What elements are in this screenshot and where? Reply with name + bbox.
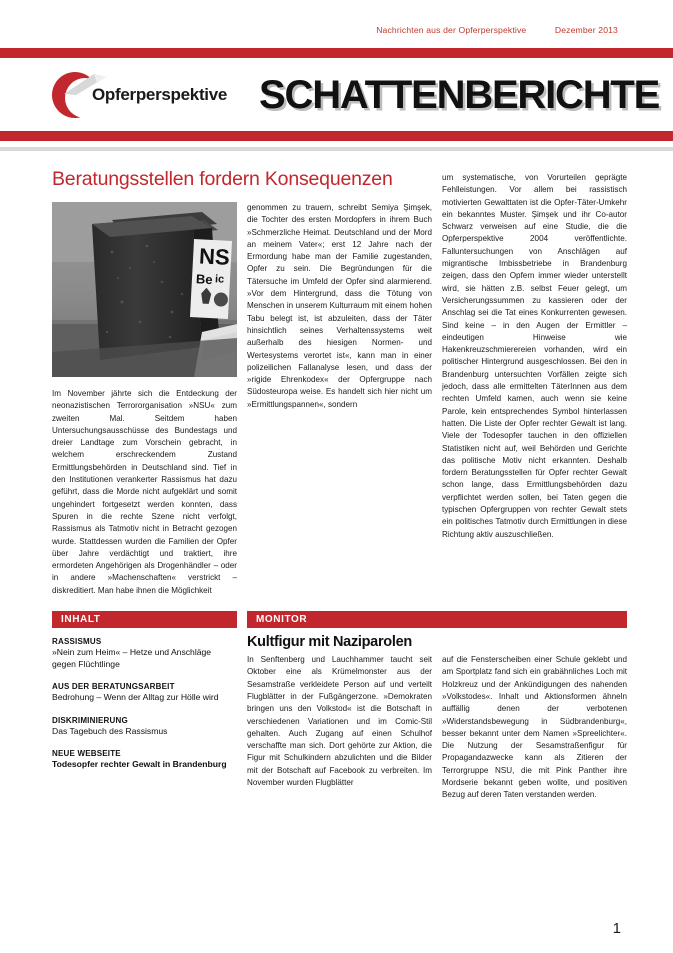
masthead-band (0, 58, 673, 131)
lead-headline: Beratungsstellen fordern Konsequenzen (52, 168, 393, 190)
page-number: 1 (612, 920, 621, 937)
inhalt-item-title: »Nein zum Heim« – Hetze und Anschläge gegen Flüchtlinge (52, 647, 212, 669)
monitor-paragraph-2: auf die Fensterscheiben einer Schule geklebt und am Sportplatz fand sich ein grabähnliches Loch mit Holzkreuz und der Ankündigungen des nahenden »Volkstodes«. Inhalt und Aktionsformen ähneln auffällig denen der verbotenen »Widerstandsbewegung in Südbrandenburg«, besser bekannt unter dem Namen »Spreelichter«. Die Nutzung der Sesamstraßenfigur für Propagandazwecke kann als Zitieren der Terrorgruppe NSU, die mit Pink Panther ihre Mordserie bekannt geben wollte, und positiven Bezug auf deren Taten verstanden werden. (442, 655, 627, 800)
lead-column-3 (442, 172, 627, 541)
bottom-sections (52, 611, 627, 802)
logo-wordmark: Opferperspektive (92, 84, 228, 104)
monitor-body-col-1 (247, 654, 432, 789)
inhalt-list (52, 637, 237, 771)
inhalt-band: INHALT (52, 611, 237, 628)
inhalt-item-title: Das Tagebuch des Rassismus (52, 725, 168, 736)
lead-column-1 (52, 202, 237, 597)
lead-column-2 (247, 202, 432, 411)
page-content (0, 168, 673, 802)
grey-rule (0, 147, 673, 151)
monitor-band: MONITOR (247, 611, 627, 628)
red-rule-top (0, 48, 673, 58)
monitor-section (247, 611, 627, 802)
inhalt-item-title: Bedrohung – Wenn der Alltag zur Hölle wird (52, 692, 219, 703)
list-item[interactable] (52, 682, 237, 704)
list-item[interactable] (52, 716, 237, 738)
opferperspektive-logo (52, 72, 227, 118)
lead-body-col-3 (442, 172, 627, 541)
monitor-columns (247, 654, 627, 802)
red-rule-bottom (0, 131, 673, 141)
monitor-headline: Kultfigur mit Naziparolen (247, 634, 412, 651)
monitor-column-1 (247, 654, 432, 802)
svg-text:ic: ic (214, 273, 225, 286)
masthead-kicker (376, 25, 618, 35)
list-item[interactable] (52, 637, 237, 670)
list-item[interactable] (52, 749, 237, 771)
lead-paragraph-2: genommen zu trauern, schreibt Semiya Şimşek, die Tochter des ersten Mordopfers in ihrem Buch »Schmerzliche Heimat. Deutschland und der Mord an meinem Vater«; erst 12 Jahre nach der Ermordung habe man der Familie zugestanden, Opfer zu sein. Die Begründungen für die Tätersuche im Umfeld der Opfer sind alarmierend. »Vor dem Hintergrund, dass die Tötung von Menschen in unserem Kulturraum mit einem hohen Tabu belegt ist, ist abzuleiten, dass der Täter hinsichtlich seines Verhaltenssystems weit außerhalb des hiesigen Normen- und Wertesystems verortet ist«, kann man in einer polizeilichen Fallanalyse lesen, und dass der »rigide Ehrenkodex« der Opfergruppe nach Südosteuropa weise. Es handelt sich hier nicht um »Ermittlungspannen«, sondern (247, 203, 432, 409)
svg-text:Be: Be (195, 271, 213, 288)
lead-body-col-1 (52, 388, 237, 597)
monitor-body-col-2 (442, 654, 627, 802)
inhalt-item-title: Todesopfer rechter Gewalt in Brandenburg (52, 759, 227, 770)
lead-paragraph-1: Im November jährte sich die Entdeckung der neonazistischen Terrororganisation »NSU« zum zweiten Mal. Seitdem haben Untersuchungsausschüsse des Bundestags und dreier Landtage zum Vorschein gebracht, in welchem erschreckendem Zustand Ermittlungsbehörden in Deutschland sind. Tief in den Institutionen verankerter Rassismus hat dazu geführt, dass die Morde nicht aufgeklärt und somit ungehindert fortgesetzt werden konnten, dass Spuren in die rechte Szene nicht verfolgt, Rassismus als Tatmotiv nicht in Betracht gezogen wurde. Stattdessen wurden die Familien der Opfer über Jahre verdächtigt und traktiert, ihre ermordeten Angehörigen als Drogenhändler – oder in andere »Machenschaften« verstrickt – diskreditiert. Man habe ihnen die Möglichkeit (52, 389, 237, 595)
lead-photo (52, 202, 237, 377)
lead-paragraph-3: um systematische, von Vorurteilen geprägte Fehlleistungen. Vor allem bei rassistisch motivierten Gewalttaten ist die Opfer-Täter-Umkehr ein bekanntes Muster. Şimşek und ihr Co-autor Schwarz verweisen auf eine Studie, die die Opferperspektive 2004 veröffentlichte. Falluntersuchungen von Anschlägen auf migrantische Imbissbetriebe in Brandenburg zeigen, dass den Opfern immer wieder unterstellt wird, sie hätten z.B. selbst Feuer gelegt, um Versicherungssummen zu kassieren oder der Anschlag sei die Tat eines Konkurrenten gewesen. Sind keine – in den Augen der Ermittler – eindeutigen Hinweise wie Hakenkreuzschmierereien vorhanden, wird ein politischer Hintergrund ausgeschlossen. Bei den in Brandenburg untersuchten Vorfällen zeigte sich jedoch, dass alle ermittelten TäterInnen aus dem rechten Umfeld kamen, auch wenn sie keine Parole, kein entsprechendes Symbol hinterlassen hatten. Die Liste der Opfer rechter Gewalt ist lang. Viele der Todesopfer tauchen in den offiziellen Statistiken nicht auf, weil Behörden und Gerichte das politische Motiv nicht erkannten. Deshalb fordern Beratungsstellen für Opfer rechter Gewalt schon lange, dass Ermittlungsbehörden dazu verpflichtet werden sollen, bei Taten gegen die typischen Opfergruppen von rechter Gewalt stets ein politisches Tatmotiv durch Ermittlungen in diese Richtung aktiv auszuschließen. (442, 173, 627, 539)
svg-text:NS: NS (198, 243, 231, 270)
monitor-paragraph-1: In Senftenberg und Lauchhammer taucht seit Oktober eine als Krümelmonster aus der Sesamstraße verkleidete Person auf und verteilt Flugblätter in der Fußgängerzone. »Demokraten bringen uns den Volkstod« ist die Botschaft in verschiedenen Variationen und im Comic-Stil gehalten. Auch Zugang auf einen Schulhof verschaffte man sich. Dort gehörte zur Aktion, die Figur mit Schulkindern abzulichten und die Bilder mit der Botschaft auf Facebook zu verbreiten. Im November wurden Flugblätter (247, 655, 432, 788)
masthead-title: SCHATTENBERICHTE (259, 72, 660, 117)
lead-body-col-2 (247, 202, 432, 411)
inhalt-item-kicker: RASSISMUS (52, 637, 102, 647)
inhalt-item-kicker: NEUE WEBSEITE (52, 749, 121, 759)
inhalt-section (52, 611, 237, 783)
lead-photo-image (52, 202, 237, 377)
publication-subtitle: Nachrichten aus der Opferperspektive (376, 25, 527, 35)
issue-date: Dezember 2013 (554, 25, 618, 35)
inhalt-item-kicker: DISKRIMINIERUNG (52, 715, 128, 725)
monitor-column-2 (442, 654, 627, 802)
masthead-top (0, 0, 673, 48)
inhalt-item-kicker: AUS DER BERATUNGSARBEIT (52, 682, 175, 692)
